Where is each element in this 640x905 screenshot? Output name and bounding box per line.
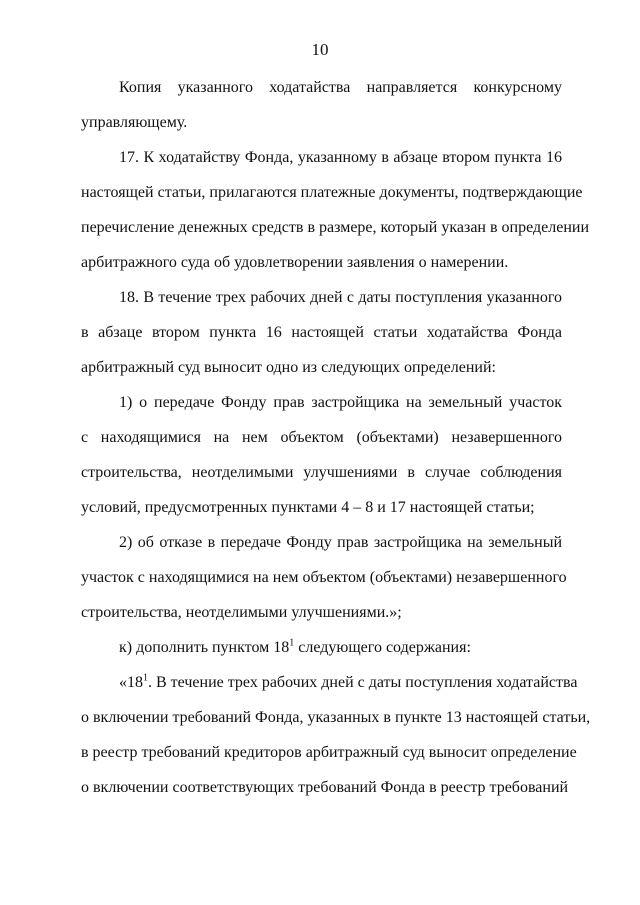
text-line: 18. В течение трех рабочих дней с даты поступления указанного (119, 289, 562, 306)
text-line: в абзаце втором пункта 16 настоящей статьи ходатайства Фонда (81, 324, 562, 341)
text-line: в реестр требований кредиторов арбитражный суд выносит определение (81, 744, 577, 761)
text-line: Копия указанного ходатайства направляется конкурсному (119, 79, 562, 96)
text-line: о включении требований Фонда, указанных в пункте 13 настоящей статьи, (81, 709, 591, 726)
text-line: 2) об отказе в передаче Фонду прав застройщика на земельный (119, 534, 562, 551)
text-line: управляющему. (81, 114, 188, 131)
text-line: с находящимися на нем объектом (объектами) незавершенного (81, 429, 562, 446)
text-line (119, 672, 578, 693)
text-line: 1) о передаче Фонду прав застройщика на земельный участок (119, 394, 562, 411)
superscript: 1 (143, 672, 148, 684)
page-number: 10 (311, 40, 329, 59)
text-line: перечисление денежных средств в размере, который указан в определении (81, 219, 590, 236)
text-line: арбитражного суда об удовлетворении заявления о намерении. (81, 254, 509, 271)
text-line: арбитражный суд выносит одно из следующих определений: (81, 359, 496, 376)
text-line (119, 638, 562, 658)
text-line: настоящей статьи, прилагаются платежные документы, подтверждающие (81, 184, 583, 201)
text-line: участок с находящимися на нем объектом (объектами) незавершенного (81, 569, 567, 586)
text-fragment: . В течение трех рабочих дней с даты поступления ходатайства (148, 674, 578, 691)
text-line: о включении соответствующих требований Фонда в реестр требований (81, 779, 569, 796)
text-line: 17. К ходатайству Фонда, указанному в абзаце втором пункта 16 (119, 149, 562, 166)
text-line: строительства, неотделимыми улучшениями.»; (81, 604, 402, 621)
text-line: строительства, неотделимыми улучшениями в случае соблюдения (81, 464, 562, 481)
text-fragment: к) дополнить пунктом 18 (119, 639, 290, 656)
text-fragment: «18 (119, 674, 143, 691)
text-fragment: следующего содержания: (294, 639, 471, 656)
superscript: 1 (289, 637, 295, 649)
text-line: условий, предусмотренных пунктами 4 – 8 и 17 настоящей статьи; (81, 499, 535, 516)
